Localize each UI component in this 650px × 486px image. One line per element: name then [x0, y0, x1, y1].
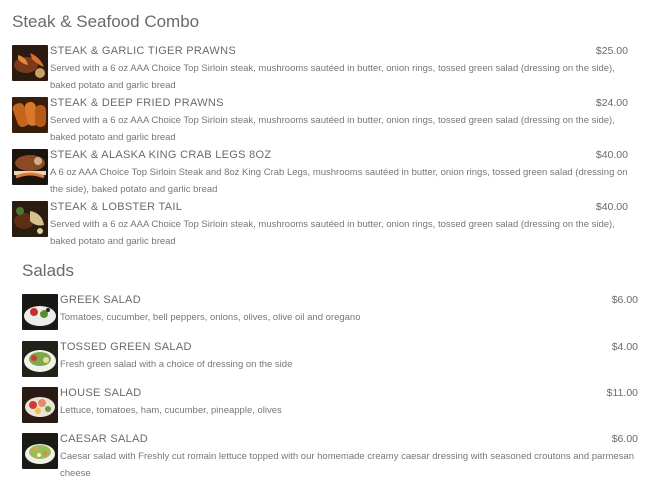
item-price: $6.00 — [611, 433, 638, 445]
item-price: $11.00 — [606, 387, 638, 399]
section-title: Salads — [22, 261, 74, 280]
section-salads — [22, 261, 638, 481]
menu-item[interactable] — [12, 45, 638, 93]
item-name: CAESAR SALAD — [60, 433, 148, 445]
section-steak-seafood — [12, 12, 638, 252]
item-description: Served with a 6 oz AAA Choice Top Sirloin steak, mushrooms sautéed in butter, onion rings, tossed green salad (dressing on the side), baked potato and garlic bread — [50, 219, 615, 247]
menu-item[interactable] — [12, 201, 638, 249]
fried-prawns-photo — [12, 97, 48, 133]
item-description: Caesar salad with Freshly cut romain lettuce topped with our homemade creamy caesar dressing with seasoned croutons and parmesan cheese — [60, 451, 634, 479]
item-description: Served with a 6 oz AAA Choice Top Sirloin steak, mushrooms sautéed in butter, onion rings, tossed green salad (dressing on the side), baked potato and garlic bread — [50, 115, 615, 143]
item-price: $4.00 — [611, 341, 638, 353]
item-name: TOSSED GREEN SALAD — [60, 341, 192, 353]
item-price: $24.00 — [595, 97, 628, 109]
caesar-salad-photo — [22, 433, 58, 469]
item-name: STEAK & GARLIC TIGER PRAWNS — [50, 45, 236, 57]
item-description: Fresh green salad with a choice of dressing on the side — [60, 359, 293, 370]
crab-legs-photo — [12, 149, 48, 185]
item-name: STEAK & DEEP FRIED PRAWNS — [50, 97, 224, 109]
item-price: $40.00 — [595, 149, 628, 161]
item-name: STEAK & ALASKA KING CRAB LEGS 8OZ — [50, 149, 272, 161]
menu-item[interactable] — [12, 149, 638, 197]
item-price: $40.00 — [595, 201, 628, 213]
item-description: Lettuce, tomatoes, ham, cucumber, pineapple, olives — [60, 405, 282, 416]
menu-item[interactable] — [22, 341, 638, 381]
item-price: $6.00 — [611, 294, 638, 306]
menu-item[interactable] — [22, 294, 638, 334]
greek-salad-photo — [22, 294, 58, 330]
item-name: HOUSE SALAD — [60, 387, 142, 399]
item-description: Served with a 6 oz AAA Choice Top Sirloin steak, mushrooms sautéed in butter, onion rings, tossed green salad (dressing on the side), baked potato and garlic bread — [50, 63, 615, 91]
item-description: A 6 oz AAA Choice Top Sirloin Steak and 8oz King Crab Legs, mushrooms sautéed in butter, onion rings, tossed green salad (dressing on the side), baked potato and garlic bread — [50, 167, 628, 195]
section-title: Steak & Seafood Combo — [12, 12, 200, 31]
lobster-tail-photo — [12, 201, 48, 237]
house-salad-photo — [22, 387, 58, 423]
item-name: GREEK SALAD — [60, 294, 141, 306]
menu-item[interactable] — [22, 387, 638, 427]
menu-item[interactable] — [12, 97, 638, 145]
menu-item[interactable] — [22, 433, 638, 479]
green-salad-photo — [22, 341, 58, 377]
item-description: Tomatoes, cucumber, bell peppers, onions, olives, olive oil and oregano — [60, 312, 361, 323]
steak-prawns-photo — [12, 45, 48, 81]
item-name: STEAK & LOBSTER TAIL — [50, 201, 183, 213]
item-price: $25.00 — [595, 45, 628, 57]
